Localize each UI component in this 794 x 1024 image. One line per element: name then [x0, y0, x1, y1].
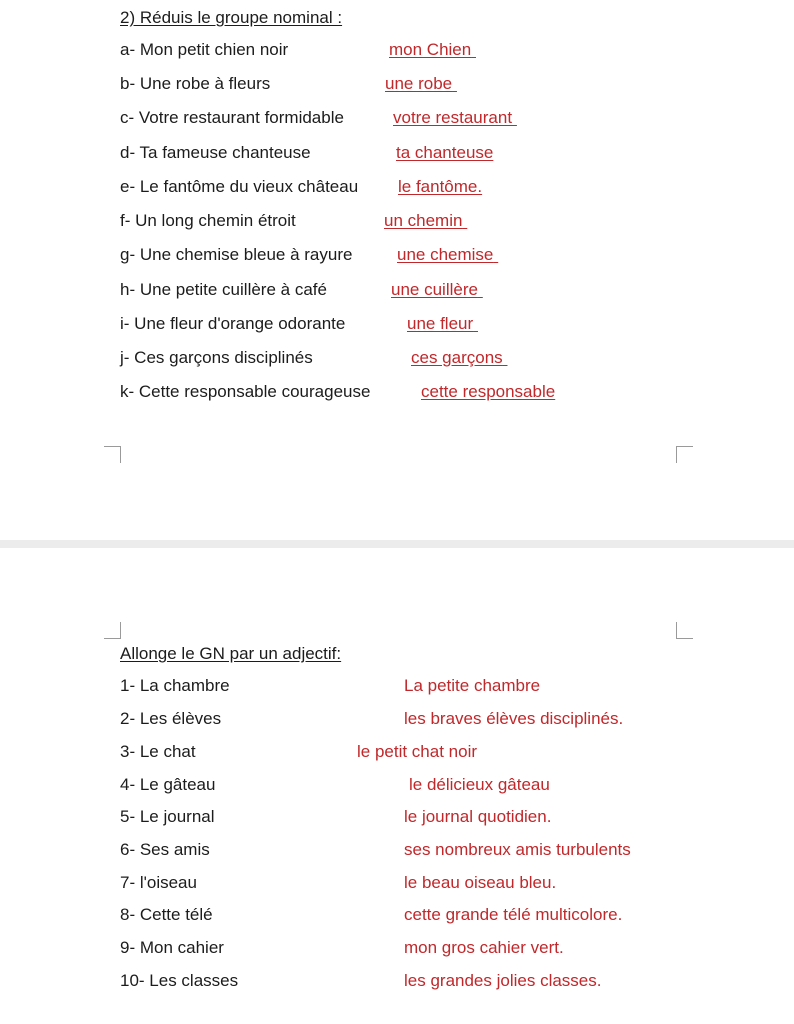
answer-text: un chemin	[384, 211, 463, 230]
answer-text: mon gros cahier vert.	[404, 938, 564, 957]
question-text: e- Le fantôme du vieux château	[120, 177, 359, 196]
question-text: b- Une robe à fleurs	[120, 74, 271, 93]
list-item	[0, 938, 794, 962]
list-item	[0, 676, 794, 700]
crop-mark-top-right	[676, 446, 693, 463]
answer-text: le fantôme.	[398, 177, 483, 196]
question-text: 9- Mon cahier	[120, 938, 224, 957]
list-item	[0, 742, 794, 766]
answer-text: ta chanteuse	[396, 143, 494, 162]
crop-mark-top-left	[104, 446, 121, 463]
list-item	[0, 905, 794, 929]
list-item	[0, 143, 794, 167]
answer-text: cette responsable	[421, 382, 556, 401]
list-item	[0, 807, 794, 831]
list-item	[0, 314, 794, 338]
answer-text: une fleur	[407, 314, 474, 333]
list-item	[0, 177, 794, 201]
question-text: j- Ces garçons disciplinés	[120, 348, 313, 367]
list-item	[0, 873, 794, 897]
question-text: 2- Les élèves	[120, 709, 222, 728]
answer-text: les grandes jolies classes.	[404, 971, 602, 990]
question-text: 10- Les classes	[120, 971, 239, 990]
crop-mark-bottom-left	[104, 622, 121, 639]
question-text: 8- Cette télé	[120, 905, 213, 924]
answer-text: une cuillère	[391, 280, 478, 299]
question-text: h- Une petite cuillère à café	[120, 280, 327, 299]
list-item	[0, 840, 794, 864]
answer-text: La petite chambre	[404, 676, 541, 695]
answer-text: cette grande télé multicolore.	[404, 905, 623, 924]
answer-text: le journal quotidien.	[404, 807, 552, 826]
question-text: d- Ta fameuse chanteuse	[120, 143, 311, 162]
list-item	[0, 775, 794, 799]
question-text: 7- l'oiseau	[120, 873, 197, 892]
question-text: 5- Le journal	[120, 807, 215, 826]
question-text: a- Mon petit chien noir	[120, 40, 289, 59]
list-item	[0, 245, 794, 269]
question-text: g- Une chemise bleue à rayure	[120, 245, 353, 264]
list-item	[0, 709, 794, 733]
answer-text: le délicieux gâteau	[409, 775, 550, 794]
list-item	[0, 280, 794, 304]
question-text: 4- Le gâteau	[120, 775, 216, 794]
question-text: f- Un long chemin étroit	[120, 211, 296, 230]
question-text: 6- Ses amis	[120, 840, 210, 859]
list-item	[0, 382, 794, 406]
answer-text: une chemise	[397, 245, 494, 264]
list-item	[0, 211, 794, 235]
answer-text: ces garçons	[411, 348, 503, 367]
answer-text: une robe	[385, 74, 453, 93]
answer-text: votre restaurant	[393, 108, 513, 127]
answer-text: mon Chien	[389, 40, 472, 59]
answer-text: les braves élèves disciplinés.	[404, 709, 624, 728]
list-item	[0, 74, 794, 98]
page-separator	[0, 540, 794, 548]
list-item	[0, 971, 794, 995]
list-item	[0, 108, 794, 132]
list-item	[0, 40, 794, 64]
question-text: 3- Le chat	[120, 742, 196, 761]
answer-text: ses nombreux amis turbulents	[404, 840, 631, 859]
exercise2-heading: Allonge le GN par un adjectif:	[120, 644, 342, 663]
document-page-2	[0, 548, 794, 1024]
exercise1-heading: 2) Réduis le groupe nominal :	[120, 8, 343, 27]
list-item	[0, 348, 794, 372]
question-text: i- Une fleur d'orange odorante	[120, 314, 346, 333]
question-text: c- Votre restaurant formidable	[120, 108, 344, 127]
crop-mark-bottom-right	[676, 622, 693, 639]
answer-text: le beau oiseau bleu.	[404, 873, 557, 892]
question-text: k- Cette responsable courageuse	[120, 382, 371, 401]
answer-text: le petit chat noir	[357, 742, 478, 761]
question-text: 1- La chambre	[120, 676, 230, 695]
